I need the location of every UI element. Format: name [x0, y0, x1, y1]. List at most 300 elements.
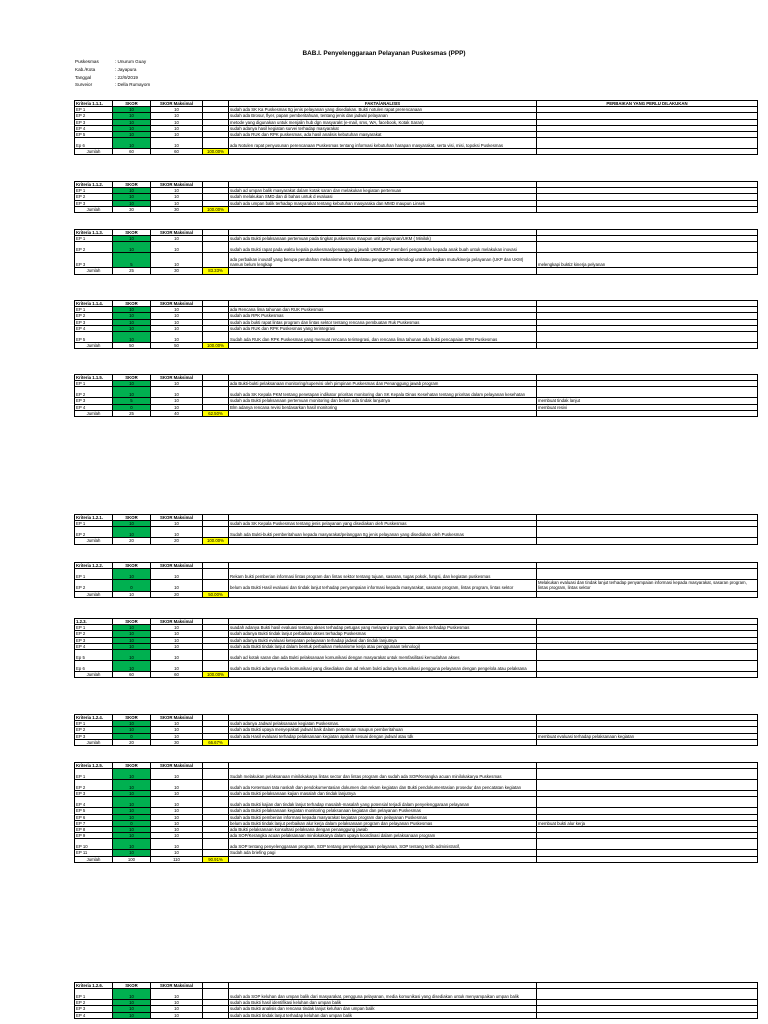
blank-cell	[203, 780, 229, 791]
jumlah-skor: 20	[113, 739, 151, 745]
jumlah-max: 20	[151, 538, 203, 544]
fakta-cell: sudah adanya Jadwal pelaksanaan kegiatan Puskesmas.	[229, 721, 537, 727]
ep-label: EP 3	[75, 119, 113, 125]
criteria-table	[74, 229, 758, 275]
fakta-cell: ada Bukti-bukti pelaksanaan monitoring/supervisi oleh pimpinan Puskesmas dan Penanggung jawab program	[229, 381, 537, 387]
ep-row	[75, 527, 758, 538]
skor-max-cell: 10	[151, 242, 203, 253]
skor-max-cell: 10	[151, 236, 203, 242]
ep-row	[75, 989, 758, 1000]
ep-label: EP 2	[75, 727, 113, 733]
jumlah-percent: 50.00%	[203, 591, 229, 597]
fakta-cell: sudah ada RUK dan RPK puskesmas, ada hasil analisis kebutuhan masyarakat	[229, 132, 537, 138]
skor-cell: 10	[113, 242, 151, 253]
skor-max-cell: 10	[151, 119, 203, 125]
ep-label: EP 3	[75, 200, 113, 206]
skor-max-header: SKOR Maksimal	[151, 983, 203, 989]
ep-row	[75, 332, 758, 343]
ep-label: EP 3	[75, 733, 113, 739]
jumlah-max: 30	[151, 268, 203, 274]
fakta-cell: sudah adanya Bukti tindak lanjut perbaikan akses terhadap Puskesmas	[229, 631, 537, 637]
criteria-name: Kriteria 1.2.4.	[75, 715, 113, 721]
blank-cell	[203, 1012, 229, 1018]
skor-cell: 10	[113, 194, 151, 200]
jumlah-percent: 62.50%	[203, 410, 229, 416]
ep-label: Ep 6	[75, 661, 113, 672]
meta-row	[75, 66, 150, 74]
fakta-cell: ada Notulen rapat penyusunan perencanaan Puskesmas tentang informasi kebutuhan harapan masyarakat, serta visi, misi, topoksi Puskesmas	[229, 138, 537, 149]
criteria-name: Kriteria 1.1.1.	[75, 101, 113, 107]
criteria-name: Kriteria 1.1.4.	[75, 301, 113, 307]
skor-cell: 10	[113, 1006, 151, 1012]
criteria-name: Kriteria 1.2.2.	[75, 563, 113, 569]
perbaikan-cell	[537, 780, 758, 791]
ep-label: EP 4	[75, 1012, 113, 1018]
skor-header: SKOR	[113, 763, 151, 769]
perbaikan-cell: membuat bukti alur kerja	[537, 820, 758, 826]
skor-max-cell: 10	[151, 833, 203, 839]
ep-row	[75, 242, 758, 253]
fakta-cell: sudah ada SK Kepala Puskesmas tentang jenis pelayanan yang disediakan oleh Puskesmas	[229, 521, 537, 527]
fakta-cell: belum ada Bukti Hasil evaluasi dan tindak lanjut terhadap penyampaian informasi kepada masyarakat, sasaran program, lintas program, lintas sektor	[229, 580, 537, 591]
skor-max-cell: 10	[151, 850, 203, 856]
ep-label: EP 7	[75, 820, 113, 826]
jumlah-max: 30	[151, 206, 203, 212]
fakta-cell: sudah ada Bukti pelaksanaan kajian masalah dan tindak lanjutnya	[229, 791, 537, 797]
skor-max-cell: 10	[151, 643, 203, 649]
skor-max-header: SKOR Maksimal	[151, 619, 203, 625]
jumlah-row	[75, 591, 758, 597]
meta-key: Kab./Kota	[75, 66, 96, 72]
ep-label: Ep 5	[75, 650, 113, 661]
blank-cell	[537, 410, 758, 416]
jumlah-max: 20	[151, 591, 203, 597]
skor-max-cell: 10	[151, 387, 203, 398]
ep-label: EP 4	[75, 643, 113, 649]
jumlah-skor: 25	[113, 268, 151, 274]
skor-cell: 0	[113, 404, 151, 410]
jumlah-label: Jumlah	[75, 856, 113, 862]
skor-max-cell: 10	[151, 319, 203, 325]
ep-label: EP 2	[75, 527, 113, 538]
fakta-cell: sudah ada SK Ka Puskesmas ttg jenis pelayanan yang disediakan. Bukti notulen rapat prerencanaan	[229, 107, 537, 113]
meta-value: : Della Rumayom	[115, 82, 151, 88]
skor-cell: 5	[113, 253, 151, 268]
skor-header: SKOR	[113, 301, 151, 307]
jumlah-row	[75, 856, 758, 862]
jumlah-max: 50	[151, 343, 203, 349]
skor-cell: 10	[113, 780, 151, 791]
skor-cell: 10	[113, 650, 151, 661]
skor-max-header: SKOR Maksimal	[151, 101, 203, 107]
blank-cell	[537, 149, 758, 155]
blank-cell	[229, 343, 537, 349]
jumlah-label: Jumlah	[75, 343, 113, 349]
blank-cell	[203, 797, 229, 808]
blank-cell	[537, 268, 758, 274]
jumlah-max: 40	[151, 410, 203, 416]
blank-cell	[229, 739, 537, 745]
blank-cell	[203, 253, 229, 268]
skor-max-cell: 10	[151, 839, 203, 850]
criteria-name: Kriteria 1.1.5.	[75, 375, 113, 381]
skor-cell: 10	[113, 769, 151, 780]
ep-row	[75, 839, 758, 850]
ep-label: EP 5	[75, 332, 113, 343]
skor-max-cell: 10	[151, 188, 203, 194]
jumlah-row	[75, 149, 758, 155]
perbaikan-cell: membuat resivi	[537, 404, 758, 410]
fakta-cell: sudah ada Bukti adanya media komunikasi yang disediakan dan ad rekam bukti adanya komunikasi pengguna pelayanan dengan pengelola atau pelaksana	[229, 661, 537, 672]
jumlah-skor: 25	[113, 410, 151, 416]
skor-cell: 10	[113, 721, 151, 727]
fakta-cell: sudah ad kotak saran dan ada Bukti pelaksanaan komunikasi dengan masyarakat untuk memfasilitasi kemudahan akses	[229, 650, 537, 661]
skor-max-cell: 10	[151, 200, 203, 206]
meta-value: : Jayapura	[115, 66, 137, 72]
fakta-cell: suadah adanya Bukti hasil evaluasi tentang akses terhadap petugas yang melayani program, dan akses terhadap Puskesmas	[229, 625, 537, 631]
skor-cell: 10	[113, 132, 151, 138]
skor-max-header: SKOR Maksimal	[151, 375, 203, 381]
skor-cell: 10	[113, 188, 151, 194]
skor-max-cell: 10	[151, 808, 203, 814]
skor-max-header: SKOR Maksimal	[151, 301, 203, 307]
ep-row	[75, 661, 758, 672]
skor-max-cell: 10	[151, 637, 203, 643]
skor-max-cell: 10	[151, 398, 203, 404]
skor-header: SKOR	[113, 375, 151, 381]
skor-max-header: SKOR Maksimal	[151, 230, 203, 236]
fakta-cell: sudah ada SOP keluhan dan umpan balik dari masyarakat, pengguna pelayanan, media komunikasi yang disediakan untuk menyampaikan umpan balik	[229, 989, 537, 1000]
skor-max-cell: 10	[151, 113, 203, 119]
skor-max-cell: 10	[151, 381, 203, 387]
perbaikan-cell	[537, 387, 758, 398]
ep-row	[75, 580, 758, 591]
blank-cell	[203, 989, 229, 1000]
ep-label: EP 1	[75, 989, 113, 1000]
skor-max-cell: 10	[151, 1012, 203, 1018]
skor-cell: 10	[113, 727, 151, 733]
skor-cell: 10	[113, 381, 151, 387]
jumlah-percent: 100.00%	[203, 343, 229, 349]
skor-max-cell: 10	[151, 797, 203, 808]
perbaikan-header: PERBAIKAN YANG PERLU DILAKUKAN	[537, 101, 758, 107]
skor-max-header: SKOR Maksimal	[151, 515, 203, 521]
fakta-cell: ada SOP/Kerangka acuan pelaksanaan minilokakarya dalam upaya koordinasi dalam pelaksanaan program	[229, 833, 537, 839]
skor-max-cell: 10	[151, 307, 203, 313]
jumlah-label: Jumlah	[75, 739, 113, 745]
skor-max-cell: 10	[151, 325, 203, 331]
perbaikan-cell	[537, 661, 758, 672]
fakta-cell: sudah ada Bukti tindak lanjut terhadap keluhan dan umpan balik	[229, 1012, 537, 1018]
skor-cell: 10	[113, 569, 151, 580]
blank-cell	[537, 672, 758, 678]
ep-label: EP 5	[75, 132, 113, 138]
ep-label: EP 1	[75, 188, 113, 194]
jumlah-row	[75, 343, 758, 349]
blank-cell	[203, 661, 229, 672]
survey-meta	[75, 58, 150, 89]
ep-label: Ep 6	[75, 138, 113, 149]
criteria-name: Kriteria 1.2.1.	[75, 515, 113, 521]
skor-max-cell: 10	[151, 625, 203, 631]
perbaikan-cell: melengkapi bukti2 kinerja pelyanan	[537, 253, 758, 268]
fakta-cell: Sudah ada RUK dan RPK Puskesmas yang memuat rencana terintegrasi, dan rencana lima tahunan ada bukti pencapaian SPM Puskesmas	[229, 332, 537, 343]
skor-max-cell: 10	[151, 332, 203, 343]
blank-cell	[537, 739, 758, 745]
skor-max-header: SKOR Maksimal	[151, 715, 203, 721]
skor-max-cell: 10	[151, 989, 203, 1000]
skor-header: SKOR	[113, 230, 151, 236]
fakta-cell: sudah ad umpan balik masyarakat dalam kotak saran dan melakukan kegiatan pertemuan	[229, 188, 537, 194]
skor-cell: 10	[113, 1012, 151, 1018]
skor-cell: 10	[113, 637, 151, 643]
fakta-header: FAKTA/ANALISIS	[229, 101, 537, 107]
fakta-cell: sudah melakukan SMD dan di bahas untuk d evaluasi	[229, 194, 537, 200]
perbaikan-cell: membuat tindak lanjut	[537, 398, 758, 404]
criteria-table	[74, 100, 758, 155]
jumlah-percent: 90.91%	[203, 856, 229, 862]
jumlah-row	[75, 672, 758, 678]
ep-row	[75, 387, 758, 398]
fakta-cell: Sudah ada Bukti-bukti pemberitahuan kepada masyarakat/pelanggan ttg jenis pelayanan yang disediakan oleh Puskesmas	[229, 527, 537, 538]
skor-cell: 10	[113, 313, 151, 319]
fakta-cell: sudah ada Bukti analisis dan rencana tindak lanjut keluhan dan umpan balik	[229, 1006, 537, 1012]
jumlah-row	[75, 538, 758, 544]
fakta-cell: sudah ada bukti rapat lintas program dan lintas sektor tentang rencana pembuatan Ruk Puskesmas	[229, 319, 537, 325]
skor-cell: 10	[113, 989, 151, 1000]
jumlah-label: Jumlah	[75, 206, 113, 212]
ep-label: EP 2	[75, 780, 113, 791]
ep-label: EP 1	[75, 307, 113, 313]
criteria-table	[74, 982, 758, 1019]
jumlah-label: Jumlah	[75, 410, 113, 416]
jumlah-row	[75, 268, 758, 274]
fakta-cell: sudah ada Bukti hasil identifikasi keluhan dan umpan balik	[229, 1000, 537, 1006]
skor-max-cell: 10	[151, 769, 203, 780]
criteria-table	[74, 762, 758, 863]
meta-key: Tanggal	[75, 74, 92, 80]
ep-label: EP 2	[75, 580, 113, 591]
fakta-cell: sudah ada Brosur, flyer, papan pemberitahuan, tentang jenis dan jadwal pelayanan	[229, 113, 537, 119]
jumlah-skor: 10	[113, 591, 151, 597]
ep-label: EP 3	[75, 637, 113, 643]
blank-cell	[229, 856, 537, 862]
ep-label: EP 4	[75, 325, 113, 331]
blank-cell	[203, 569, 229, 580]
fakta-cell: metode yang digunakan untuk menjalin hub dgn masyarakt (e-mail, sms, WA, facebook, Kotak Saran)	[229, 119, 537, 125]
blank-cell	[203, 527, 229, 538]
criteria-table	[74, 374, 758, 417]
skor-cell: 10	[113, 1000, 151, 1006]
skor-cell: 10	[113, 833, 151, 839]
skor-cell: 10	[113, 527, 151, 538]
blank-cell	[229, 206, 537, 212]
fakta-cell: sudah ada SK Kepala PKM tentang penetapan indikator prioritas monitoring dan SK Kepala Dinas Kesehatan tentang prioritas dalam pelayanan kesehatan	[229, 387, 537, 398]
skor-cell: 10	[113, 625, 151, 631]
fakta-cell: sudah ada Bukti kajian dan tindak lanjut terhadap masalah-masalah yang potensial terjadi dalam penyelenggaraan pelayanan	[229, 797, 537, 808]
blank-cell	[203, 387, 229, 398]
ep-label: EP 2	[75, 194, 113, 200]
jumlah-label: Jumlah	[75, 149, 113, 155]
fakta-cell: Blm adanya rencana revisi berdasarkan hasil monitoring	[229, 404, 537, 410]
skor-max-header: SKOR Maksimal	[151, 763, 203, 769]
skor-max-cell: 10	[151, 107, 203, 113]
fakta-cell: ada SOP tentang penyelenggaraan program, SOP tentang penyelenggaraan pelayanan, SOP tentang tertib administratif,	[229, 839, 537, 850]
criteria-name: Kriteria 1.2.6.	[75, 983, 113, 989]
skor-cell: 10	[113, 661, 151, 672]
perbaikan-cell	[537, 332, 758, 343]
ep-label: EP 1	[75, 381, 113, 387]
skor-max-cell: 10	[151, 814, 203, 820]
skor-max-cell: 10	[151, 780, 203, 791]
skor-max-cell: 10	[151, 580, 203, 591]
blank-cell	[203, 138, 229, 149]
blank-cell	[203, 839, 229, 850]
meta-value: : Unurum Guay	[115, 59, 147, 64]
ep-label: EP 2	[75, 242, 113, 253]
jumlah-percent: 100.00%	[203, 149, 229, 155]
skor-max-cell: 10	[151, 521, 203, 527]
skor-cell: 10	[113, 839, 151, 850]
skor-cell: 10	[113, 797, 151, 808]
ep-label: EP 5	[75, 808, 113, 814]
meta-row	[75, 81, 150, 89]
jumlah-skor: 60	[113, 149, 151, 155]
ep-label: EP 3	[75, 1006, 113, 1012]
fakta-cell: sudah adanya hasil kegiatan survei terhadap masyarakat	[229, 125, 537, 131]
jumlah-max: 60	[151, 672, 203, 678]
ep-label: EP 3	[75, 791, 113, 797]
jumlah-row	[75, 410, 758, 416]
jumlah-row	[75, 739, 758, 745]
perbaikan-cell	[537, 769, 758, 780]
skor-max-cell: 10	[151, 661, 203, 672]
skor-header: SKOR	[113, 182, 151, 188]
skor-cell: 10	[113, 119, 151, 125]
skor-max-cell: 10	[151, 253, 203, 268]
ep-label: EP 1	[75, 521, 113, 527]
perbaikan-cell: Melakukan evaluasi dan tindak lanjut terhadap penyampaian informasi kepada masyarakat, sasaran program, lintas program, lintas sektor	[537, 580, 758, 591]
skor-max-cell: 10	[151, 125, 203, 131]
skor-cell: 10	[113, 850, 151, 856]
skor-max-cell: 10	[151, 827, 203, 833]
skor-max-cell: 10	[151, 733, 203, 739]
fakta-cell: sudah ada Bukti pelaksanaan pertemuan pada tingkat puskesmas maupun unit pelayanan/UKM ( Minilok)	[229, 236, 537, 242]
fakta-cell: Sudah melakukan pelaksanaan minilokakarya lintas sector dan lintas program dan sudah ada SOP/Kerangka acuan minilokakarya Puskesmas	[229, 769, 537, 780]
skor-max-cell: 10	[151, 527, 203, 538]
skor-header: SKOR	[113, 715, 151, 721]
meta-value: : 22/9/2019	[115, 74, 138, 80]
criteria-name: Kriteria 1.2.5.	[75, 763, 113, 769]
blank-cell	[229, 591, 537, 597]
jumlah-percent: 100.00%	[203, 672, 229, 678]
ep-label: EP 9	[75, 833, 113, 839]
blank-cell	[203, 580, 229, 591]
skor-cell: 10	[113, 236, 151, 242]
skor-header: SKOR	[113, 563, 151, 569]
skor-cell: 10	[113, 325, 151, 331]
ep-label: EP 4	[75, 404, 113, 410]
ep-label: EP 1	[75, 721, 113, 727]
skor-cell: 5	[113, 398, 151, 404]
jumlah-percent: 100.00%	[203, 538, 229, 544]
fakta-cell: sudah ada Bukti upaya menyepakati jadwal baik dalam pertemuan maupun pemberitahuan	[229, 727, 537, 733]
jumlah-skor: 20	[113, 538, 151, 544]
skor-cell: 10	[113, 200, 151, 206]
ep-label: EP 3	[75, 398, 113, 404]
ep-label: EP 1	[75, 107, 113, 113]
skor-cell: 0	[113, 820, 151, 826]
fakta-cell: sudah ada Bukti pelaksanaan pertemuan monitoring dan belum ada tindak lanjutnya	[229, 398, 537, 404]
skor-max-cell: 10	[151, 313, 203, 319]
fakta-cell: ada Rencana lima tahunan dan RUK Puskesmas	[229, 307, 537, 313]
skor-cell: 10	[113, 138, 151, 149]
ep-label: EP 11	[75, 850, 113, 856]
skor-header: SKOR	[113, 983, 151, 989]
ep-row	[75, 138, 758, 149]
jumlah-label: Jumlah	[75, 538, 113, 544]
skor-cell: 10	[113, 332, 151, 343]
meta-row	[75, 74, 150, 82]
ep-label: EP 8	[75, 827, 113, 833]
ep-row	[75, 797, 758, 808]
skor-cell: 10	[113, 387, 151, 398]
perbaikan-cell	[537, 527, 758, 538]
criteria-table	[74, 514, 758, 545]
skor-cell: 10	[113, 521, 151, 527]
criteria-table	[74, 181, 758, 213]
skor-max-cell: 10	[151, 820, 203, 826]
skor-cell: 10	[113, 791, 151, 797]
fakta-cell: belum ada Bukti tindak lanjut perbaikan alur kerja dalam pelaksanaan program dan pelayanan Puskesmas	[229, 820, 537, 826]
skor-max-cell: 10	[151, 569, 203, 580]
skor-header: SKOR	[113, 619, 151, 625]
skor-cell: 10	[113, 631, 151, 637]
perbaikan-cell: membuat evaluasi terhadap pelaksanaan kegiatan	[537, 733, 758, 739]
fakta-cell: sudah ada Bukti tindak lanjut dalam bentuk perbaikan mekanisme kerja atau penggunaan teknologi)	[229, 643, 537, 649]
criteria-name: 1.2.3.	[75, 619, 113, 625]
jumlah-max: 60	[151, 149, 203, 155]
ep-label: EP 2	[75, 113, 113, 119]
document-title: BAB.I. Penyelenggaraan Pelayanan Puskesmas (PPP)	[302, 50, 466, 57]
jumlah-percent: 100.00%	[203, 206, 229, 212]
skor-max-cell: 10	[151, 721, 203, 727]
skor-cell: 10	[113, 808, 151, 814]
jumlah-skor: 100	[113, 856, 151, 862]
ep-label: EP 3	[75, 319, 113, 325]
jumlah-skor: 60	[113, 672, 151, 678]
jumlah-skor: 50	[113, 343, 151, 349]
fakta-cell: sudah ada RUK dan RPK Puskesmas yang terintegrasi	[229, 325, 537, 331]
fakta-cell: Rekam bukti pemberian informasi lintas program dan lintas sektor tentang tujuan, sasaran, tugas pokok, fungsi, dan kegiatan puskesmas	[229, 569, 537, 580]
blank-cell	[537, 591, 758, 597]
skor-header: SKOR	[113, 101, 151, 107]
ep-label: EP 2	[75, 313, 113, 319]
blank-cell	[229, 410, 537, 416]
skor-cell: 10	[113, 814, 151, 820]
criteria-table	[74, 618, 758, 678]
blank-cell	[203, 769, 229, 780]
skor-max-cell: 10	[151, 650, 203, 661]
blank-cell	[203, 650, 229, 661]
jumlah-skor: 30	[113, 206, 151, 212]
ep-row	[75, 650, 758, 661]
criteria-table	[74, 300, 758, 349]
skor-cell: 10	[113, 113, 151, 119]
skor-max-cell: 10	[151, 132, 203, 138]
skor-cell: 10	[113, 643, 151, 649]
ep-row	[75, 1012, 758, 1018]
